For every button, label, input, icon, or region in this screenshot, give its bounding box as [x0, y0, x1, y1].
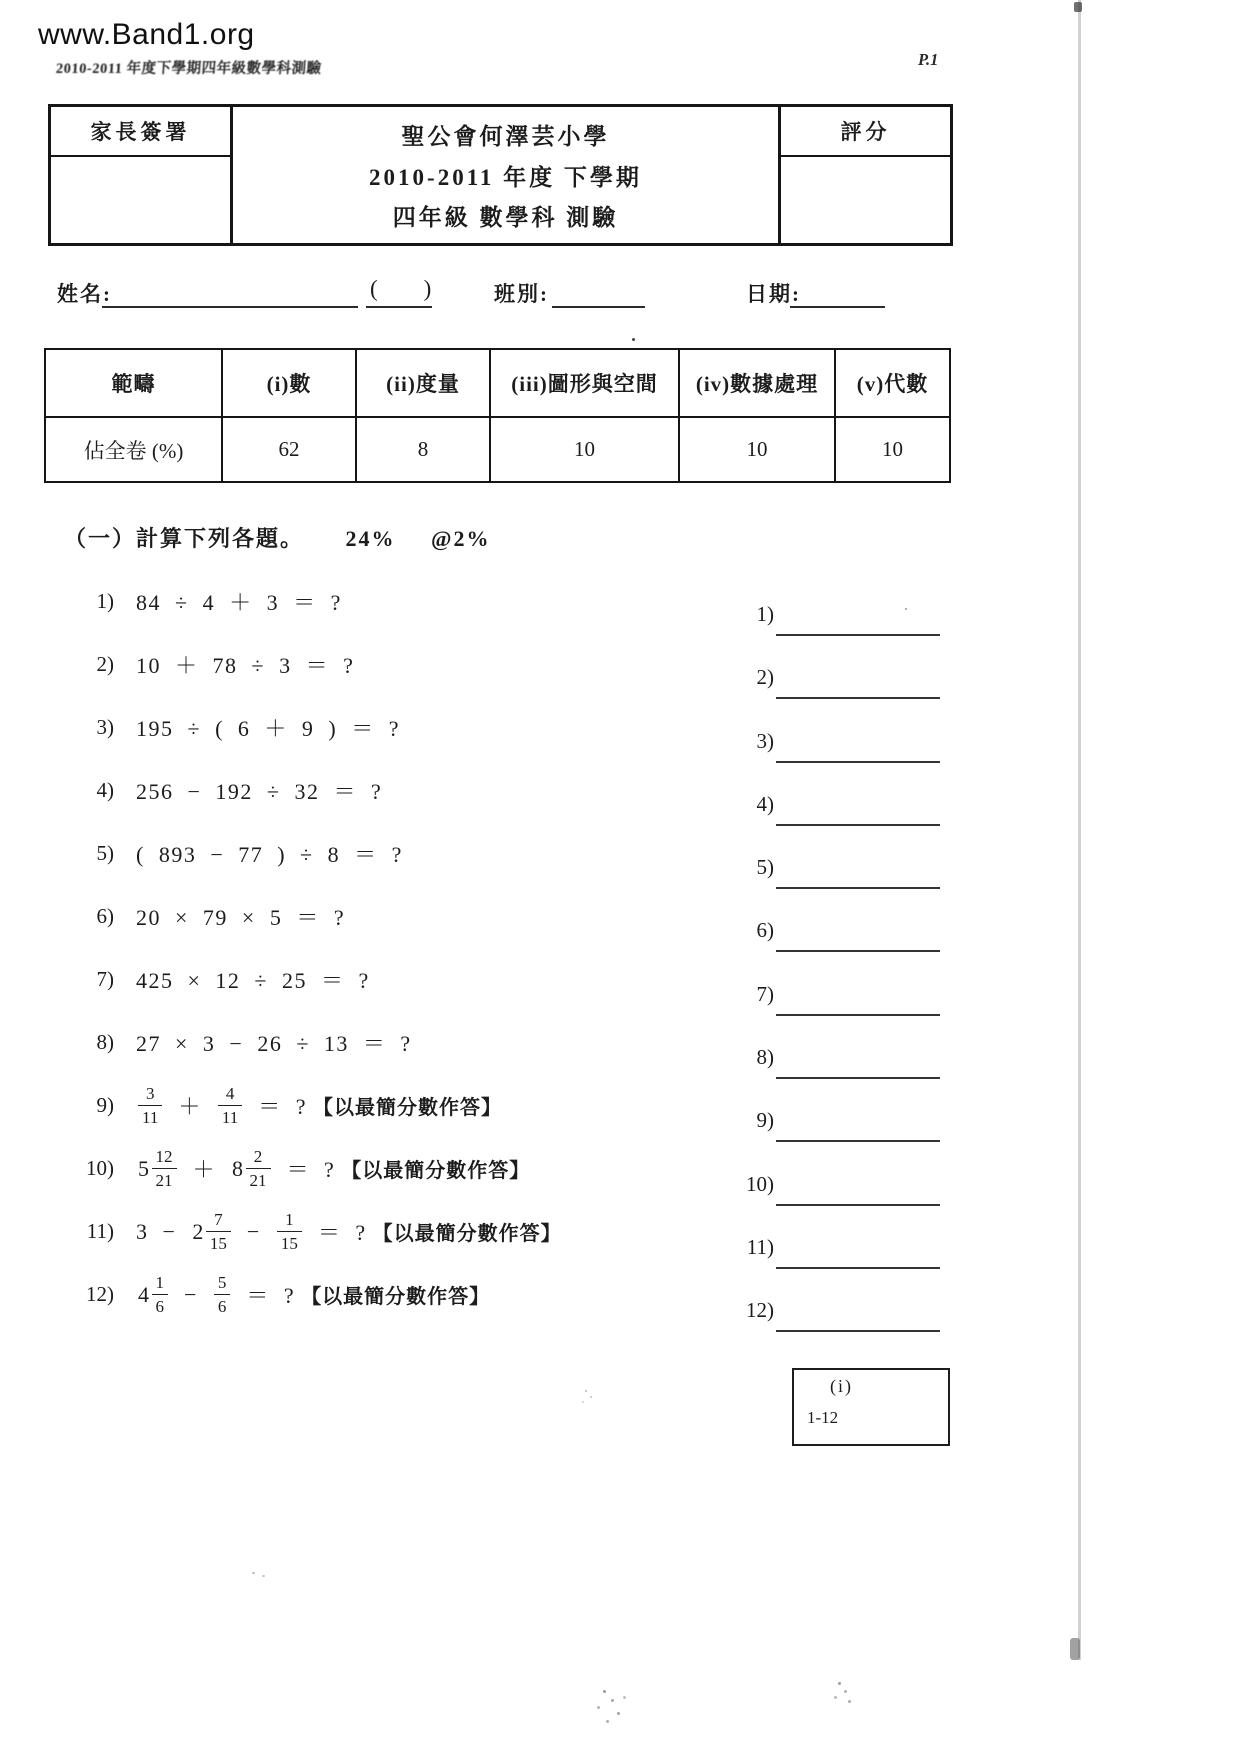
name-blank-line — [102, 306, 358, 308]
expression-text: 10 ＋ 78 ÷ 3 ＝ ? — [136, 653, 355, 678]
fraction-denominator: 15 — [206, 1231, 231, 1252]
question-list — [80, 570, 680, 1326]
parent-signature-column — [51, 107, 233, 243]
question-row — [80, 696, 680, 759]
question-row — [80, 948, 680, 1011]
answer-number: 8) — [756, 1045, 774, 1070]
question-expression — [136, 1027, 412, 1058]
category-table-header-row — [46, 350, 949, 418]
question-number: 6) — [96, 904, 114, 928]
answer-number: 11) — [746, 1234, 774, 1259]
simplest-fraction-note: 【以最簡分數作答】 — [313, 1097, 503, 1119]
answer-blank-line — [776, 1140, 940, 1142]
section1-per-question-weight: @2% — [431, 526, 491, 551]
expression-text: ＋ — [164, 1094, 216, 1119]
exam-title: 四年級 數學科 測驗 — [392, 204, 619, 230]
expression-text: 256 − 192 ÷ 32 ＝ ? — [136, 779, 383, 804]
question-number: 4) — [96, 778, 114, 802]
answer-blank-line — [776, 1077, 940, 1079]
fraction-denominator: 11 — [218, 1105, 242, 1126]
fraction — [138, 1274, 168, 1315]
class-label: 班別: — [494, 282, 549, 306]
fraction-numerator: 2 — [253, 1147, 263, 1166]
fraction-whole: 4 — [138, 1281, 151, 1307]
category-header-cell: (iii)圖形與空間 — [491, 350, 680, 416]
simplest-fraction-note: 【以最簡分數作答】 — [341, 1160, 531, 1182]
expression-text: ( 893 − 77 ) ÷ 8 ＝ ? — [136, 842, 403, 867]
fraction-denominator: 6 — [214, 1294, 231, 1315]
question-expression — [136, 649, 354, 680]
question-row — [80, 759, 680, 822]
marks-box-range: 1-12 — [807, 1408, 839, 1427]
question-row — [80, 1200, 680, 1263]
question-row — [80, 1074, 680, 1137]
question-number: 10) — [86, 1156, 114, 1180]
answer-number: 6) — [756, 918, 774, 943]
expression-text: ＝ ? — [272, 1157, 336, 1182]
fraction-numerator: 4 — [225, 1084, 235, 1103]
fraction-numerator: 1 — [155, 1273, 164, 1292]
answer-number: 12) — [746, 1298, 774, 1323]
answer-row — [700, 968, 960, 1031]
answer-number: 9) — [756, 1108, 774, 1133]
fraction — [138, 1148, 177, 1189]
answer-blank-line — [776, 1267, 940, 1269]
category-table-value-row — [46, 418, 949, 481]
question-number: 5) — [96, 841, 114, 865]
scan-speck — [838, 1682, 841, 1685]
scan-speck — [603, 1690, 606, 1693]
answer-blank-line — [776, 697, 940, 699]
answer-row — [700, 1284, 960, 1347]
answer-row — [700, 1158, 960, 1221]
simplest-fraction-note: 【以最簡分數作答】 — [301, 1286, 491, 1308]
score-space — [781, 157, 950, 243]
expression-text: 425 × 12 ÷ 25 ＝ ? — [136, 968, 370, 993]
section1-weight: 24% — [345, 526, 396, 551]
header-table — [48, 104, 953, 246]
section1-title: （一）計算下列各題。 — [64, 526, 305, 551]
answer-row — [700, 904, 960, 967]
question-row — [80, 822, 680, 885]
question-expression — [136, 838, 403, 869]
answer-number: 5) — [756, 855, 774, 880]
document-running-title: 2010-2011 年度下學期四年級數學科測驗 — [55, 61, 323, 77]
question-row — [80, 570, 680, 633]
school-term: 2010-2011 年度 下學期 — [369, 164, 642, 190]
expression-text: 20 × 79 × 5 ＝ ? — [136, 905, 346, 930]
fraction-denominator: 21 — [152, 1168, 177, 1189]
answer-row — [700, 651, 960, 714]
section1-title-row — [64, 522, 490, 553]
answer-number: 2) — [756, 665, 774, 690]
expression-text: 195 ÷ ( 6 ＋ 9 ) ＝ ? — [136, 716, 400, 741]
parent-signature-space — [51, 157, 230, 243]
fraction — [232, 1148, 271, 1189]
answer-row — [700, 841, 960, 904]
answer-number: 4) — [756, 791, 774, 816]
fraction-numerator: 5 — [217, 1273, 227, 1292]
marks-box — [792, 1368, 950, 1446]
answer-list — [700, 588, 960, 1348]
category-value-cell: 10 — [680, 418, 836, 481]
fraction-numerator: 7 — [214, 1210, 223, 1229]
answer-blank-line — [776, 824, 940, 826]
question-expression — [136, 1148, 530, 1189]
question-number: 9) — [96, 1093, 114, 1117]
scan-edge-artifact — [1078, 0, 1081, 1660]
simplest-fraction-note: 【以最簡分數作答】 — [372, 1223, 562, 1245]
category-header-cell: (iv)數據處理 — [680, 350, 836, 416]
scan-speck — [905, 608, 907, 610]
answer-blank-line — [776, 1330, 940, 1332]
answer-row — [700, 1221, 960, 1284]
fraction-whole: 5 — [138, 1155, 151, 1181]
answer-blank-line — [776, 950, 940, 952]
category-value-cell: 62 — [223, 418, 357, 481]
expression-text: ＋ — [178, 1157, 231, 1182]
expression-text: ＝ ? — [232, 1283, 296, 1308]
question-expression — [136, 775, 382, 806]
fraction-denominator: 21 — [246, 1168, 271, 1189]
score-label: 評分 — [781, 107, 950, 157]
question-number: 3) — [96, 715, 114, 739]
scan-speck — [585, 1390, 587, 1392]
fraction — [138, 1085, 162, 1126]
marks-box-section: (i) — [830, 1376, 853, 1396]
scan-speck — [1070, 1638, 1080, 1660]
answer-row — [700, 778, 960, 841]
answer-blank-line — [776, 761, 940, 763]
category-header-cell: 範疇 — [46, 350, 223, 416]
question-expression — [136, 586, 342, 617]
expression-text: − — [232, 1218, 275, 1244]
question-number: 11) — [86, 1219, 114, 1243]
answer-row — [700, 1031, 960, 1094]
fraction-numerator: 1 — [285, 1210, 294, 1229]
score-column — [778, 107, 950, 243]
student-info-row — [0, 276, 1240, 316]
answer-number: 10) — [746, 1171, 774, 1196]
scan-speck — [1074, 2, 1082, 12]
date-blank-line — [790, 306, 885, 308]
question-number: 2) — [96, 652, 114, 676]
parent-signature-label: 家長簽署 — [51, 107, 230, 157]
expression-text: 27 × 3 − 26 ÷ 13 ＝ ? — [136, 1031, 412, 1056]
question-row — [80, 633, 680, 696]
scan-speck — [252, 1572, 255, 1574]
question-row — [80, 1137, 680, 1200]
date-label: 日期: — [746, 282, 801, 306]
class-number-brackets: ( ) — [370, 276, 432, 301]
fraction-whole: 2 — [192, 1218, 205, 1244]
category-header-cell: (v)代數 — [856, 372, 929, 396]
question-expression — [136, 901, 345, 932]
question-number: 12) — [86, 1282, 114, 1306]
answer-blank-line — [776, 887, 940, 889]
expression-text: − — [170, 1281, 212, 1307]
fraction-numerator: 12 — [155, 1147, 173, 1166]
question-expression — [136, 964, 370, 995]
fraction — [218, 1085, 242, 1126]
fraction-numerator: 3 — [145, 1084, 155, 1103]
answer-row — [700, 715, 960, 778]
expression-text: 3 − — [136, 1218, 191, 1244]
scan-speck — [632, 338, 635, 341]
class-number-blank-line — [366, 306, 432, 308]
website-watermark: www.Band1.org — [38, 18, 255, 51]
category-value-cell: 佔全卷 (%) — [46, 418, 223, 481]
class-blank-line — [552, 306, 645, 308]
fraction-denominator: 11 — [138, 1105, 162, 1126]
answer-blank-line — [776, 634, 940, 636]
fraction — [277, 1211, 302, 1252]
answer-row — [700, 1094, 960, 1157]
answer-blank-line — [776, 1204, 940, 1206]
question-row — [80, 1263, 680, 1326]
question-number: 8) — [96, 1030, 114, 1054]
question-expression — [136, 1274, 490, 1315]
question-expression — [136, 1211, 562, 1252]
fraction-denominator: 6 — [152, 1294, 169, 1315]
page-number: P.1 — [918, 50, 939, 69]
category-weight-table — [44, 348, 951, 483]
fraction — [192, 1211, 231, 1252]
school-name: 聖公會何澤芸小學 — [401, 124, 610, 150]
question-row — [80, 885, 680, 948]
fraction — [214, 1274, 231, 1315]
category-header-cell: (ii)度量 — [357, 350, 491, 416]
question-expression — [136, 712, 400, 743]
category-header-cell: (i)數 — [223, 350, 357, 416]
question-row — [80, 1011, 680, 1074]
category-value-cell: 10 — [491, 418, 680, 481]
answer-number: 1) — [756, 602, 774, 626]
expression-text: ＝ ? — [303, 1220, 367, 1245]
answer-number: 7) — [756, 981, 774, 1006]
question-expression — [136, 1085, 502, 1126]
question-number: 7) — [96, 967, 114, 991]
fraction-whole: 8 — [232, 1155, 245, 1181]
exam-title-block — [233, 107, 778, 243]
answer-row — [700, 588, 960, 651]
answer-blank-line — [776, 1014, 940, 1016]
question-number: 1) — [96, 589, 114, 613]
name-label: 姓名: — [57, 282, 112, 306]
fraction-denominator: 15 — [277, 1231, 302, 1252]
expression-text: 84 ÷ 4 ＋ 3 ＝ ? — [136, 590, 342, 615]
category-value-cell: 10 — [882, 437, 903, 461]
category-value-cell: 8 — [357, 418, 491, 481]
answer-number: 3) — [756, 728, 774, 753]
expression-text: ＝ ? — [244, 1094, 308, 1119]
